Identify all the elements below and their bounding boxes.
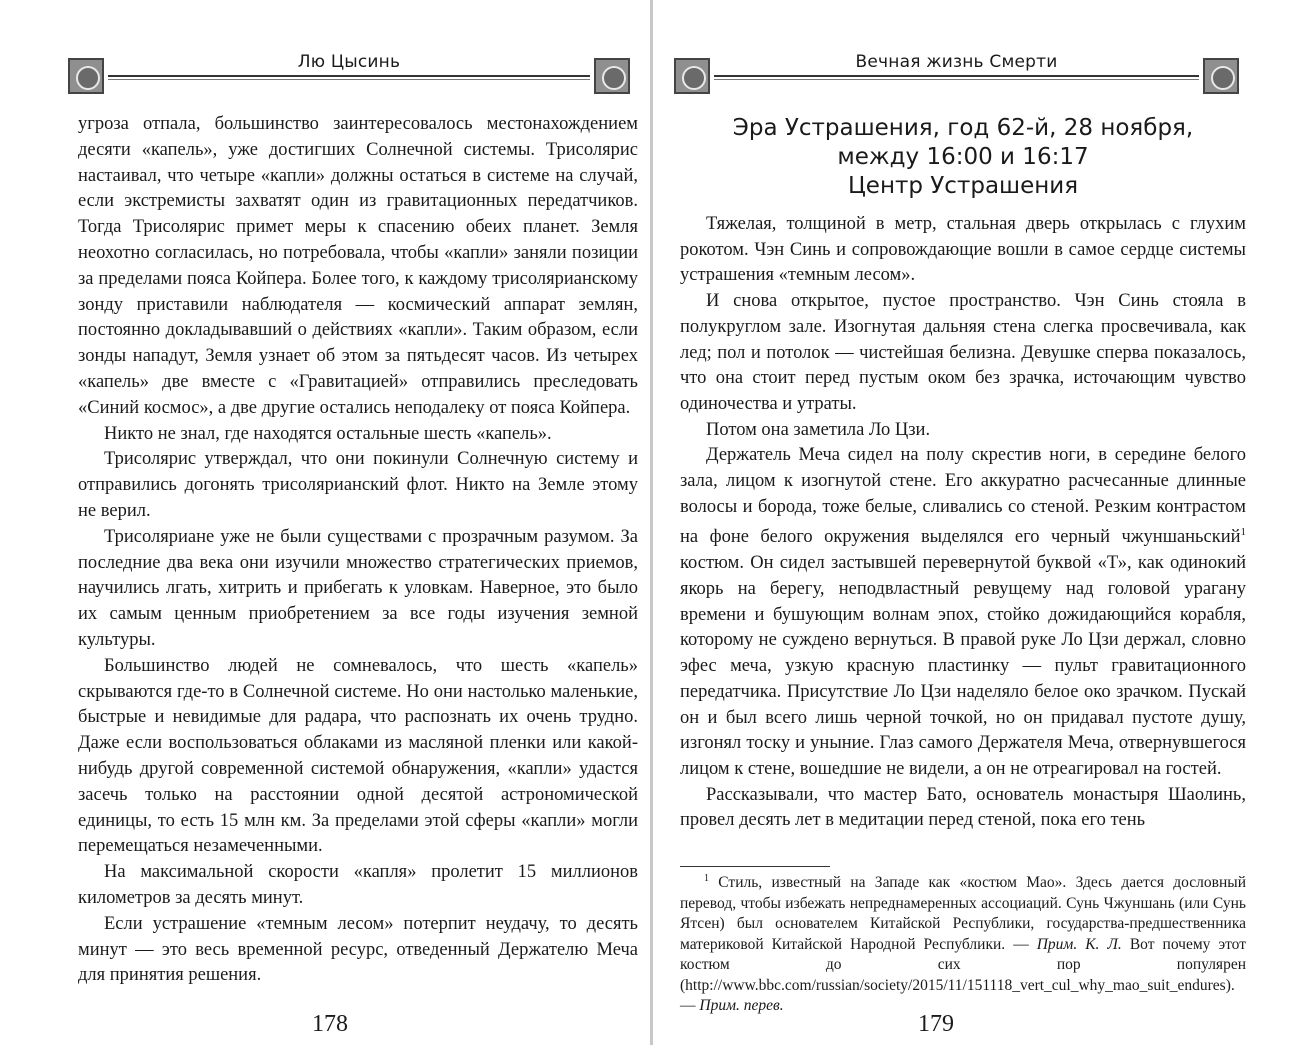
footnote-text: Вот почему этот костюм до сих пор популярен (http://www.bbc.com/russian/society/2015/11/151118_vert_cul_why_mao_suit_endures). —	[680, 935, 1246, 1015]
footnote	[680, 869, 1246, 1017]
footnote-paragraph	[680, 869, 1246, 1017]
ornament-icon	[1203, 58, 1239, 94]
paragraph: угроза отпала, большинство заинтересовалось местонахождением десяти «капель», уже достигших Солнечной системы. Трисолярис настаивал, что четыре «капли» должны остаться в системе на случай, если экстремисты захватят один из гравитационных передатчиков. Тогда Трисолярис примет меры к спасению обеих планет. Земля неохотно согласилась, но потребовала, чтобы «капли» заняли позиции за пределами пояса Койпера. Более того, к каждому трисолярианскому зонду приставили наблюдателя — космический аппарат землян, постоянно докладывавший о действиях «капли». Таким образом, если зонды нападут, Земля узнает об этом за пятьдесят часов. Из четырех «капель» две вместе с «Гравитацией» отправились преследовать «Синий космос», а две другие остались неподалеку от пояса Койпера.	[78, 114, 638, 418]
page-number-left: 178	[312, 1011, 348, 1037]
paragraph	[680, 443, 1246, 782]
right-page	[652, 0, 1303, 1045]
footnote-marker: 1	[1240, 526, 1246, 539]
paragraph: Тяжелая, толщиной в метр, стальная дверь открылась с глухим рокотом. Чэн Синь и сопровождающие вошли в самое сердце системы устрашения «темным лесом».	[680, 214, 1246, 286]
chapter-title-line: Эра Устрашения, год 62-й, 28 ноября,	[732, 115, 1194, 141]
footnote-text: Стиль, известный на Западе как «костюм Мао». Здесь дается дословный перевод, чтобы избежать непреднамеренных ассоциаций. Сунь Чжуншань (или Сунь Ятсен) был основателем Китайской Республики, государства-предшественника материковой Китайской Народной Республики. —	[680, 874, 1246, 953]
paragraph: Никто не знал, где находятся остальные шесть «капель».	[104, 423, 552, 444]
paragraph: Если устрашение «темным лесом» потерпит неудачу, то десять минут — это весь временной ресурс, отведенный Держателю Меча для принятия решения.	[78, 913, 638, 986]
header-book-title: Вечная жизнь Смерти	[855, 52, 1058, 72]
paragraph: И снова открытое, пустое пространство. Чэн Синь стояла в полукруглом зале. Изогнутая дальняя стена слегка просвечивала, как лед; пол и потолок — чистейшая белизна. Девушке сперва показалось, что она стоит перед пустым оком без зрачка, источающим чувство одиночества и утраты.	[680, 291, 1246, 414]
footnote-note-author: Прим. К. Л.	[1036, 935, 1122, 953]
footnote-rule	[680, 866, 830, 867]
header-rule	[108, 75, 590, 77]
header-rule	[108, 79, 590, 80]
header-rule	[714, 79, 1199, 80]
chapter-title	[680, 114, 1246, 201]
left-body-text	[78, 112, 638, 989]
footnote-number: 1	[704, 873, 709, 884]
paragraph: Трисолярис утверждал, что они покинули Солнечную систему и отправились догонять трисолярианский флот. Никто на Земле этому не верил.	[78, 449, 638, 521]
footnote-note-translator: Прим. перев.	[699, 997, 784, 1015]
paragraph-text: костюм. Он сидел застывшей перевернутой буквой «Т», как одинокий якорь на берегу, неподвластный ревущему над головой урагану времени и бушующим волнам эпох, стойко дожидающийся корабля, которому не суждено вернуться. В правой руке Ло Цзи держал, словно эфес меча, узкую красную пластинку — пульт гравитационного передатчика. Присутствие Ло Цзи наделяло белое око зрачком. Пускай он и был всего лишь черной точкой, но он придавал пустоте душу, изгонял тоску и уныние. Глаз самого Держателя Меча, отвернувшегося лицом к стене, вошедшие не видели, а он не отреагировал на гостей.	[680, 553, 1246, 779]
page-number-right: 179	[918, 1011, 954, 1037]
chapter-title-line: между 16:00 и 16:17	[837, 144, 1089, 170]
ornament-icon	[594, 58, 630, 94]
right-body-text	[680, 212, 1246, 834]
running-header-right	[674, 44, 1239, 100]
left-page	[0, 0, 651, 1045]
running-header-left	[68, 44, 630, 100]
paragraph-text: Держатель Меча сидел на полу скрестив ноги, в середине белого зала, лицом к изогнутой стене. Его аккуратно расчесанные длинные волосы и борода, тоже белые, сливались со стеной. Резким контрастом на фоне белого окружения выделялся его черный чжуншаньский	[680, 445, 1246, 548]
paragraph: Рассказывали, что мастер Бато, основатель монастыря Шаолинь, провел десять лет в медитации перед стеной, пока его тень	[680, 784, 1246, 831]
paragraph: Трисоляриане уже не были существами с прозрачным разумом. За последние два века они изучили множество стратегических приемов, научились лгать, хитрить и прибегать к уловкам. Наверное, это было их самым ценным приобретением за все годы изучения земной культуры.	[78, 526, 638, 650]
header-rule	[714, 75, 1199, 77]
paragraph: Большинство людей не сомневалось, что шесть «капель» скрываются где-то в Солнечной системе. Но они настолько маленькие, быстрые и невидимые для радара, что распознать их очень трудно. Даже если воспользоваться облаками из масляной пленки или какой-нибудь другой современной системой обнаружения, «капли» удастся засечь только на расстоянии одной десятой астрономической единицы, то есть 15 млн км. За пределами этой сферы «капли» могли перемещаться незамеченными.	[78, 655, 638, 857]
paragraph: На максимальной скорости «капля» пролетит 15 миллионов километров за десять минут.	[78, 862, 638, 908]
header-author: Лю Цысинь	[297, 52, 401, 72]
chapter-title-line: Центр Устрашения	[847, 173, 1079, 199]
paragraph: Потом она заметила Ло Цзи.	[706, 419, 931, 440]
